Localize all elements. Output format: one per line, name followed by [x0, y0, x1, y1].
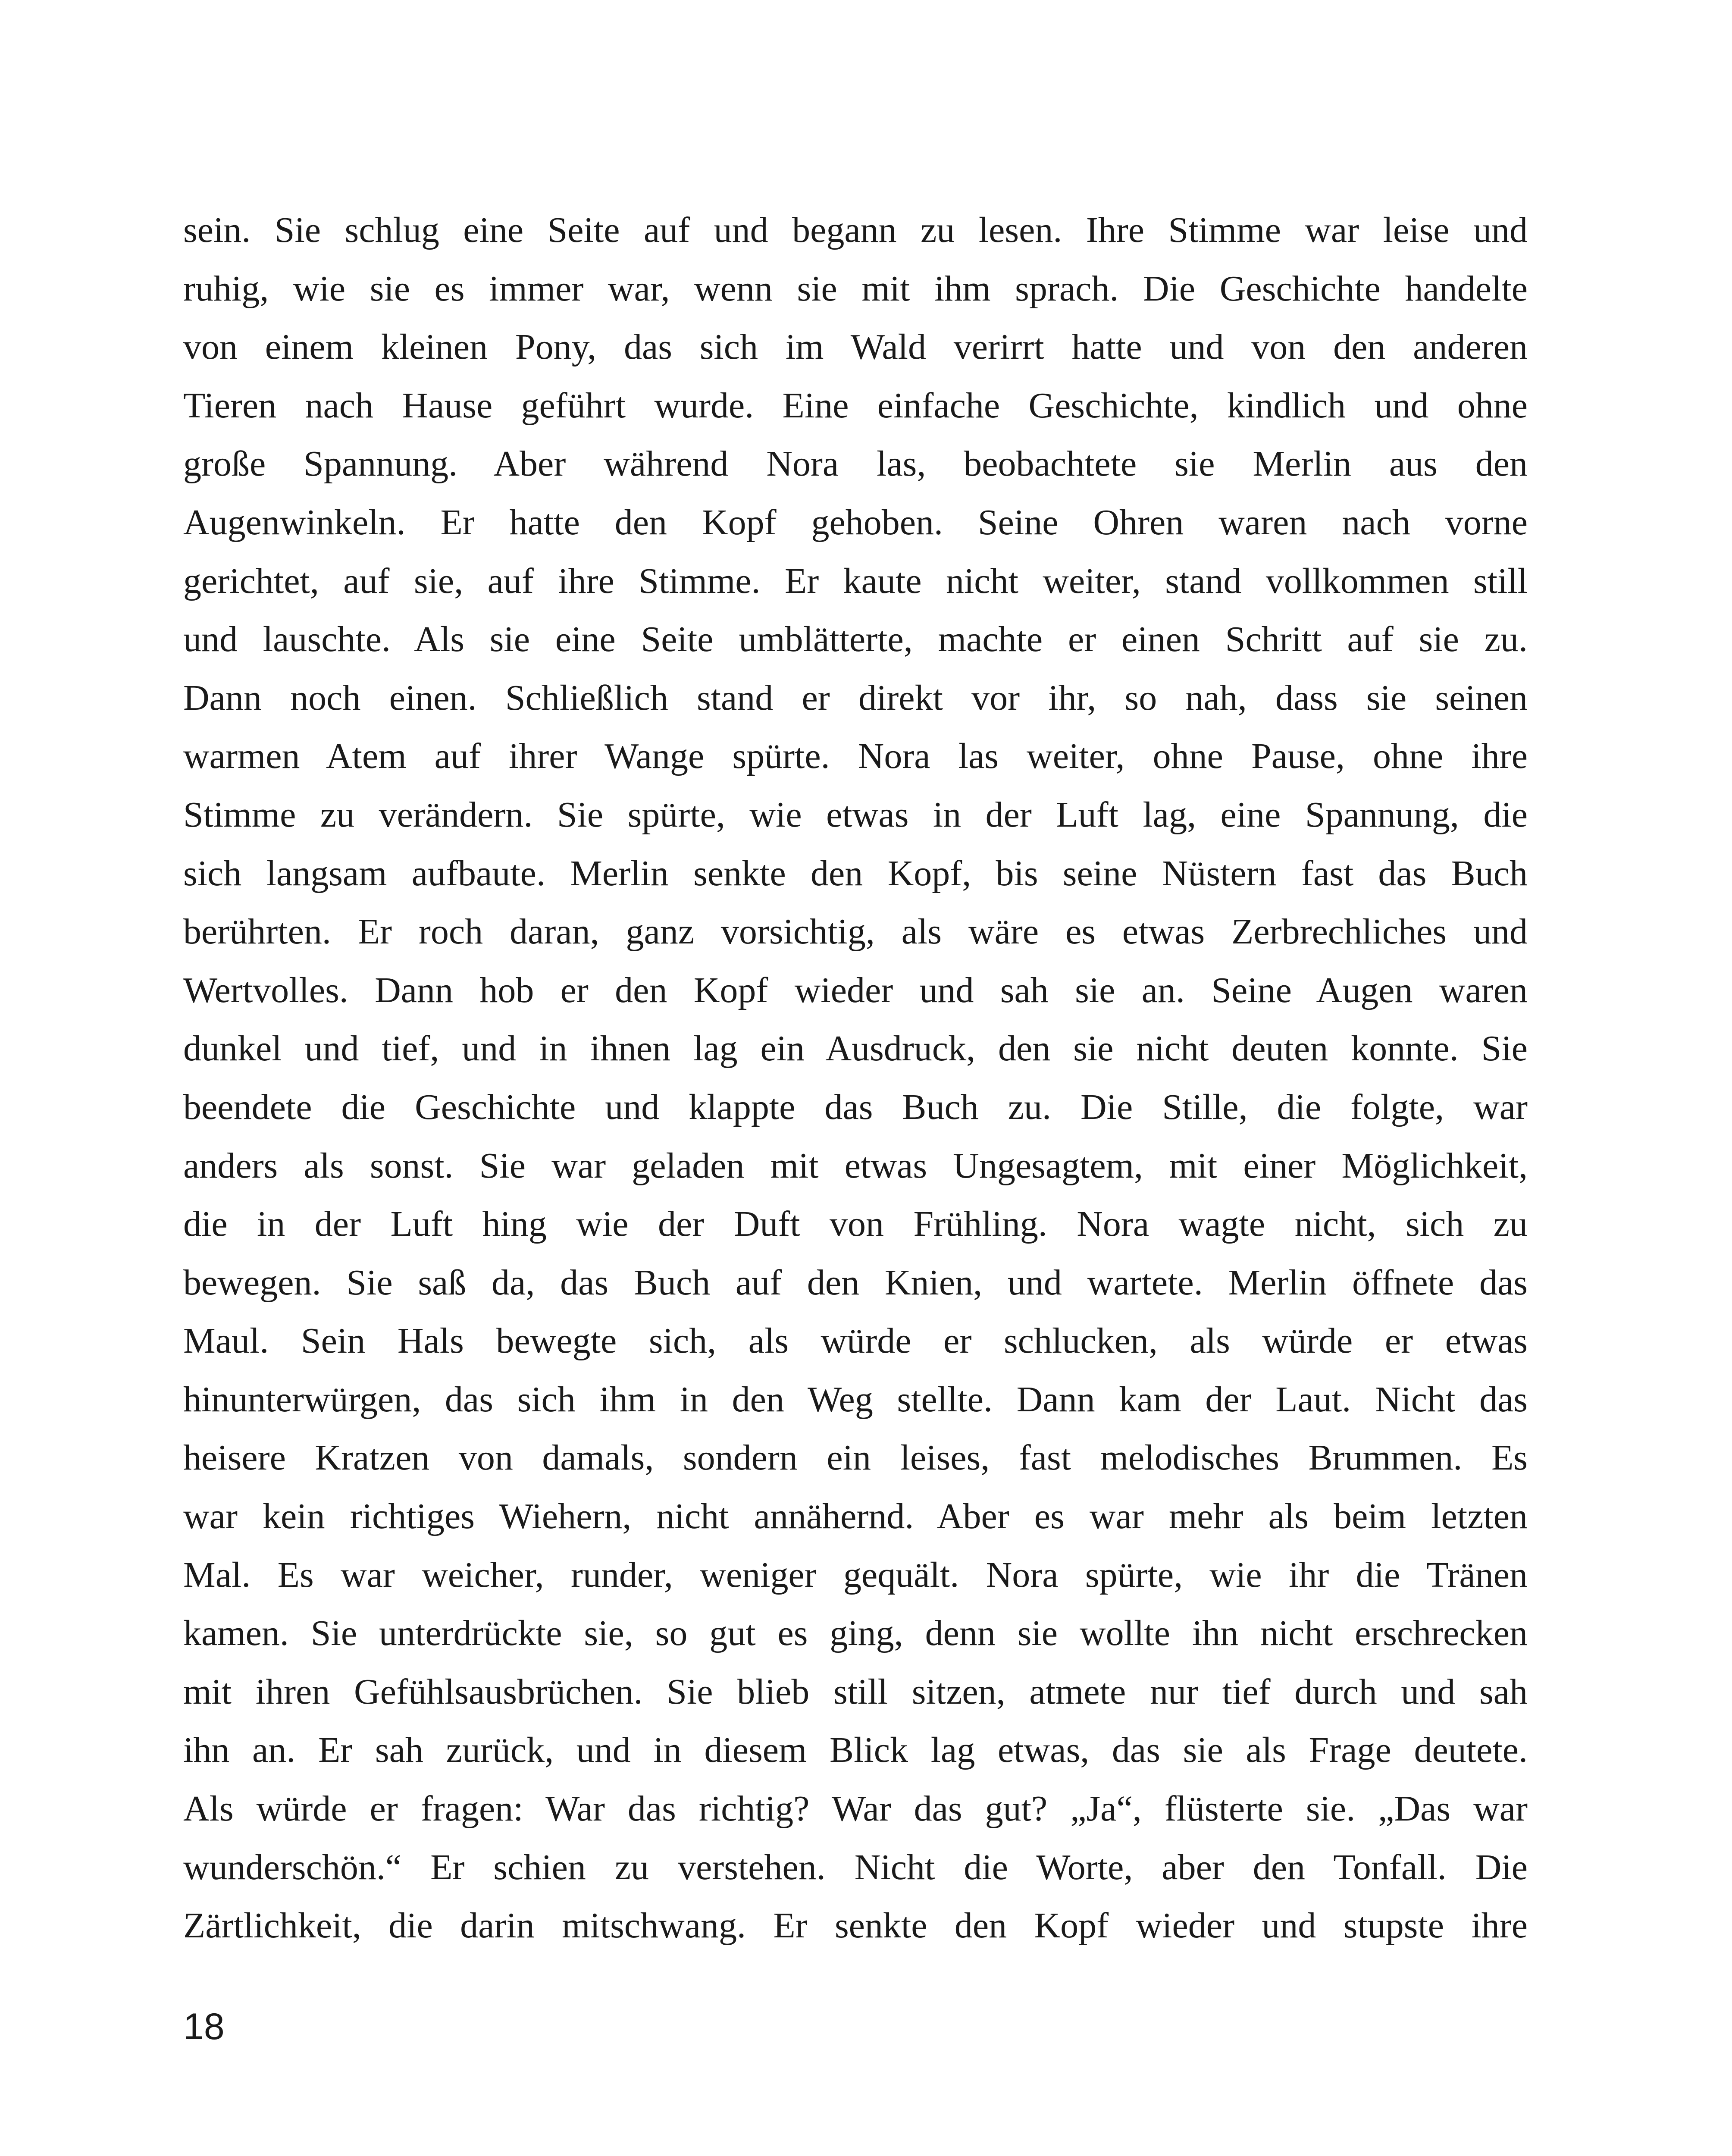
text-line: Dann noch einen. Schließlich stand er direkt vor ihr, so nah, dass sie seinen — [183, 677, 1528, 718]
text-line: mit ihren Gefühlsausbrüchen. Sie blieb still sitzen, atmete nur tief durch und sah — [183, 1671, 1528, 1712]
text-line: und lauschte. Als sie eine Seite umblätterte, machte er einen Schritt auf sie zu. — [183, 619, 1528, 660]
text-line: Augenwinkeln. Er hatte den Kopf gehoben. Seine Ohren waren nach vorne — [183, 502, 1528, 542]
page-number: 18 — [183, 2006, 225, 2047]
text-line: ihn an. Er sah zurück, und in diesem Blick lag etwas, das sie als Frage deutete. — [183, 1730, 1528, 1771]
text-line: Wertvolles. Dann hob er den Kopf wieder und sah sie an. Seine Augen waren — [183, 970, 1528, 1010]
text-line: heisere Kratzen von damals, sondern ein leises, fast melodisches Brummen. Es — [183, 1438, 1528, 1478]
text-line: anders als sonst. Sie war geladen mit etwas Ungesagtem, mit einer Möglichkeit, — [183, 1145, 1528, 1186]
text-line: Als würde er fragen: War das richtig? War das gut? „Ja“, flüsterte sie. „Das war — [183, 1789, 1528, 1829]
text-line: Zärtlichkeit, die darin mitschwang. Er senkte den Kopf wieder und stupste ihre — [183, 1905, 1528, 1946]
text-line: beendete die Geschichte und klappte das Buch zu. Die Stille, die folgte, war — [183, 1087, 1528, 1127]
text-line: die in der Luft hing wie der Duft von Frühling. Nora wagte nicht, sich zu — [183, 1204, 1528, 1244]
body-text — [183, 201, 1528, 1955]
text-line: sein. Sie schlug eine Seite auf und begann zu lesen. Ihre Stimme war leise und — [183, 210, 1528, 250]
text-line: berührten. Er roch daran, ganz vorsichtig, als wäre es etwas Zerbrechliches und — [183, 912, 1528, 952]
text-line: Maul. Sein Hals bewegte sich, als würde er schlucken, als würde er etwas — [183, 1321, 1528, 1361]
text-line: Mal. Es war weicher, runder, weniger gequält. Nora spürte, wie ihr die Tränen — [183, 1554, 1528, 1595]
text-line: ruhig, wie sie es immer war, wenn sie mit ihm sprach. Die Geschichte handelte — [183, 268, 1528, 309]
text-line: von einem kleinen Pony, das sich im Wald verirrt hatte und von den anderen — [183, 327, 1528, 367]
text-line: dunkel und tief, und in ihnen lag ein Ausdruck, den sie nicht deuten konnte. Sie — [183, 1028, 1528, 1069]
text-line: sich langsam aufbaute. Merlin senkte den Kopf, bis seine Nüstern fast das Buch — [183, 853, 1528, 893]
text-line: hinunterwürgen, das sich ihm in den Weg stellte. Dann kam der Laut. Nicht das — [183, 1379, 1528, 1420]
text-line: war kein richtiges Wiehern, nicht annähernd. Aber es war mehr als beim letzten — [183, 1496, 1528, 1537]
text-line: gerichtet, auf sie, auf ihre Stimme. Er kaute nicht weiter, stand vollkommen still — [183, 561, 1528, 601]
text-line: warmen Atem auf ihrer Wange spürte. Nora las weiter, ohne Pause, ohne ihre — [183, 736, 1528, 777]
text-line: bewegen. Sie saß da, das Buch auf den Knien, und wartete. Merlin öffnete das — [183, 1262, 1528, 1303]
text-line: Stimme zu verändern. Sie spürte, wie etwas in der Luft lag, eine Spannung, die — [183, 794, 1528, 835]
text-line: große Spannung. Aber während Nora las, beobachtete sie Merlin aus den — [183, 444, 1528, 484]
text-line: wunderschön.“ Er schien zu verstehen. Nicht die Worte, aber den Tonfall. Die — [183, 1847, 1528, 1887]
text-line: Tieren nach Hause geführt wurde. Eine einfache Geschichte, kindlich und ohne — [183, 385, 1528, 426]
text-line: kamen. Sie unterdrückte sie, so gut es ging, denn sie wollte ihn nicht erschrecken — [183, 1613, 1528, 1654]
